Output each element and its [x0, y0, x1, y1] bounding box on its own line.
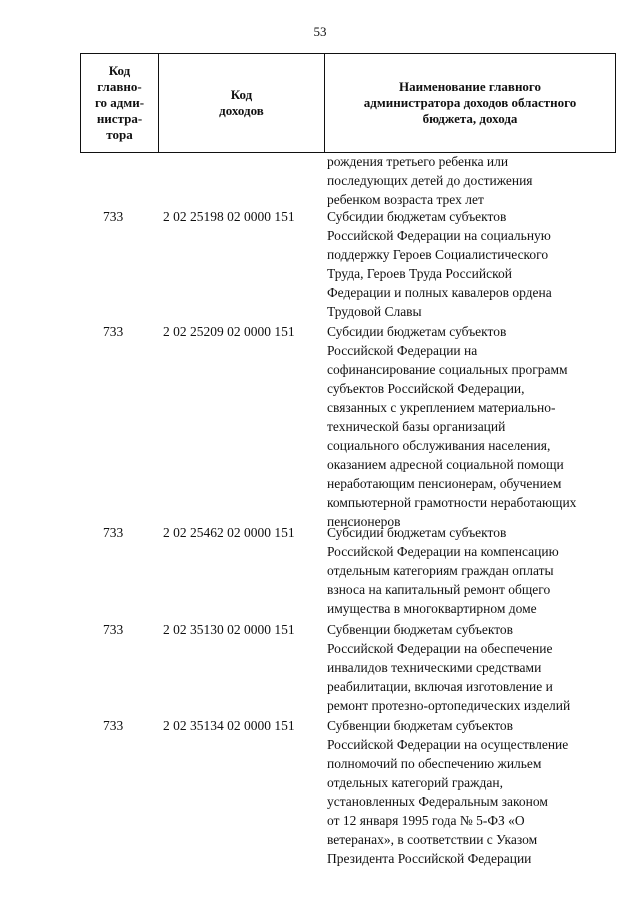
header-income-code: Код доходов: [159, 54, 325, 152]
income-code-cell: 2 02 25462 02 0000 151: [163, 525, 295, 540]
table-header: [80, 53, 616, 153]
page-number: 53: [313, 24, 327, 39]
header-admin-code: Код главно- го адми- нистра- тора: [81, 54, 159, 152]
admin-code-cell: 733: [103, 718, 124, 733]
income-name-cell: Субвенции бюджетам субъектов Российской Федерации на осуществление полномочий по обеспечению жильем отдельных категорий граждан, установленных Федеральным законом от 12 января 1995 года № 5-ФЗ «О ветеранах», в соответствии с Указом Президента Российской Федерации: [327, 718, 569, 866]
income-code-cell: 2 02 35134 02 0000 151: [163, 718, 295, 733]
income-name-cell: Субсидии бюджетам субъектов Российской Федерации на компенсацию отдельным категориям граждан оплаты взноса на капитальный ремонт общего имущества в многоквартирном доме: [327, 525, 559, 616]
income-name-cell: Субвенции бюджетам субъектов Российской Федерации на обеспечение инвалидов техническими средствами реабилитации, включая изготовление и ремонт протезно-ортопедических изделий: [327, 622, 571, 713]
income-name-cell: Субсидии бюджетам субъектов Российской Федерации на софинансирование социальных программ субъектов Российской Федерации, связанных с укреплением материально- технической базы организаций социального обслуживания населения, оказанием адресной социальной помощи неработающим пенсионерам, обучением компьютерной грамотности неработающих пенсионеров: [327, 324, 577, 529]
income-code-cell: 2 02 25209 02 0000 151: [163, 324, 295, 339]
admin-code-cell: 733: [103, 525, 124, 540]
income-name-cell: Субсидии бюджетам субъектов Российской Федерации на социальную поддержку Героев Социалистического Труда, Героев Труда Российской Федерации и полных кавалеров ордена Трудовой Славы: [327, 209, 552, 319]
admin-code-cell: 733: [103, 622, 124, 637]
admin-code-cell: 733: [103, 324, 124, 339]
continuation-text: рождения третьего ребенка или последующих детей до достижения ребенком возраста трех лет: [327, 154, 533, 207]
header-name: Наименование главного администратора доходов областного бюджета, дохода: [363, 79, 577, 126]
admin-code-cell: 733: [103, 209, 124, 224]
income-code-cell: 2 02 35130 02 0000 151: [163, 622, 295, 637]
income-code-cell: 2 02 25198 02 0000 151: [163, 209, 295, 224]
